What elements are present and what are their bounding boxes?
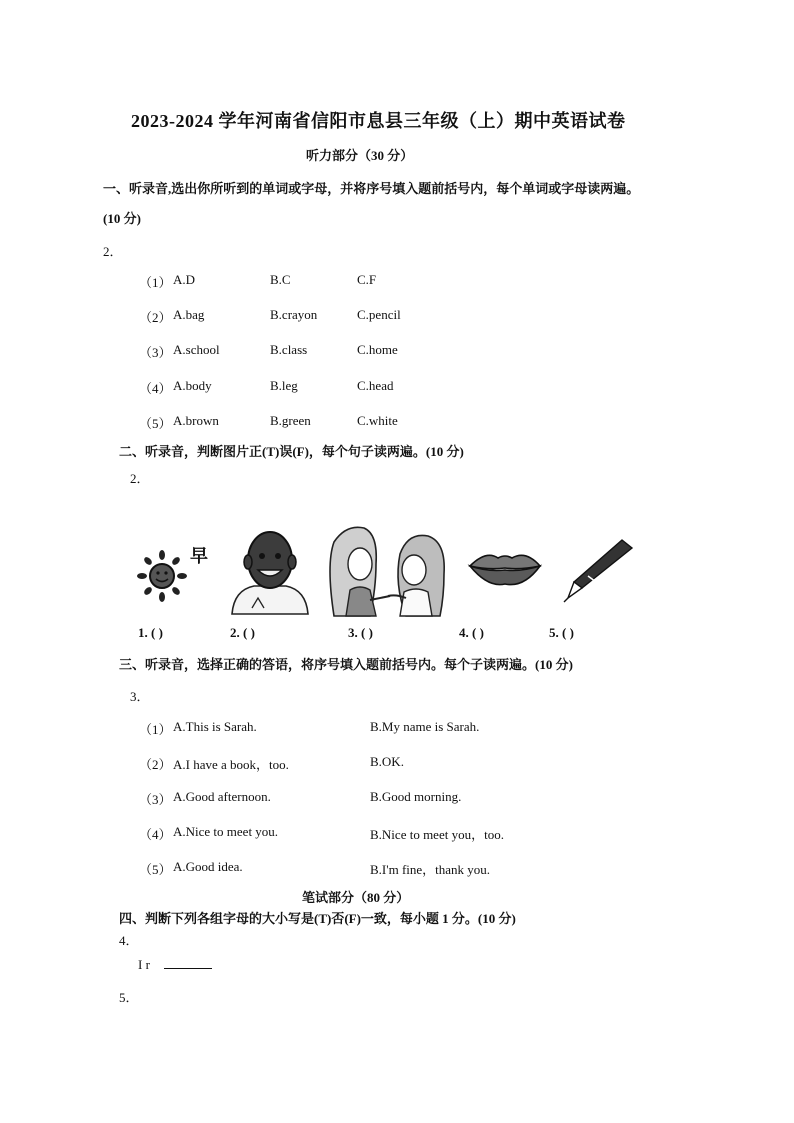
option-row-number: （4） [139,381,172,396]
option-b: B.I'm fine，thank you. [370,862,491,877]
option-row-number: （2） [139,757,172,772]
option-row-number: （1） [139,275,172,290]
page-title: 2023-2024 学年河南省信阳市息县三年级（上）期中英语试卷 [131,111,626,131]
option-a: A.I have a book，too. [173,757,289,772]
option-row-number: （2） [139,310,172,325]
picture-label-1: 1. ( ) [138,625,163,640]
option-b: B.C [270,272,291,287]
option-a: A.body [173,378,212,393]
option-b: B.leg [270,378,298,393]
option-b: B.green [270,413,311,428]
option-b: B.Nice to meet you，too. [370,827,504,842]
option-row-number: （3） [139,792,172,807]
sun-speech-char: 早 [190,546,208,567]
option-b: B.class [270,342,308,357]
section1-score: (10 分) [103,211,141,226]
letter-pair-row [138,956,212,973]
handshake-picture [324,524,450,616]
option-a: A.Good afternoon. [173,789,271,804]
section1-heading: 一、听录音,选出你所听到的单词或字母，并将序号填入题前括号内，每个单词或字母读两遍。 [103,181,640,196]
option-row-number: （1） [139,722,172,737]
lips-picture [468,548,542,588]
section4-question-number-5: 5． [119,990,139,1005]
picture-label-3: 3. ( ) [348,625,373,640]
option-a: A.bag [173,307,205,322]
option-c: C.pencil [357,307,401,322]
option-c: C.head [357,378,394,393]
option-c: C.home [357,342,398,357]
section3-heading: 三、听录音，选择正确的答语，将序号填入题前括号内。每个子读两遍。(10 分) [119,657,573,672]
option-a: A.This is Sarah. [173,719,257,734]
option-b: B.My name is Sarah. [370,719,480,734]
section4-question-number: 4． [119,933,139,948]
sun-picture [138,540,218,604]
section2-heading: 二、听录音，判断图片正(T)误(F)，每个句子读两遍。(10 分) [119,444,464,459]
section1-question-number: 2． [103,244,123,259]
option-a: A.Good idea. [173,859,243,874]
written-header: 笔试部分（80 分） [302,890,410,905]
picture-label-2: 2. ( ) [230,625,255,640]
option-c: C.F [357,272,377,287]
boy-picture [228,528,312,614]
letter-pair: I r [138,957,150,972]
option-row-number: （5） [139,862,172,877]
section3-question-number: 3． [130,689,150,704]
option-a: A.school [173,342,220,357]
option-b: B.crayon [270,307,318,322]
option-b: B.OK. [370,754,404,769]
option-row-number: （5） [139,416,172,431]
listening-header: 听力部分（30 分） [306,148,414,163]
option-b: B.Good morning. [370,789,462,804]
option-row-number: （4） [139,827,172,842]
option-c: C.white [357,413,398,428]
option-row-number: （3） [139,345,172,360]
picture-label-5: 5. ( ) [549,625,574,640]
option-a: A.D [173,272,196,287]
picture-label-4: 4. ( ) [459,625,484,640]
section2-question-number: 2． [130,471,150,486]
option-a: A.brown [173,413,219,428]
pen-picture [562,536,636,602]
section4-heading: 四、判断下列各组字母的大小写是(T)否(F)一致，每小题 1 分。(10 分) [119,911,516,926]
option-a: A.Nice to meet you. [173,824,279,839]
answer-blank[interactable] [164,956,212,969]
